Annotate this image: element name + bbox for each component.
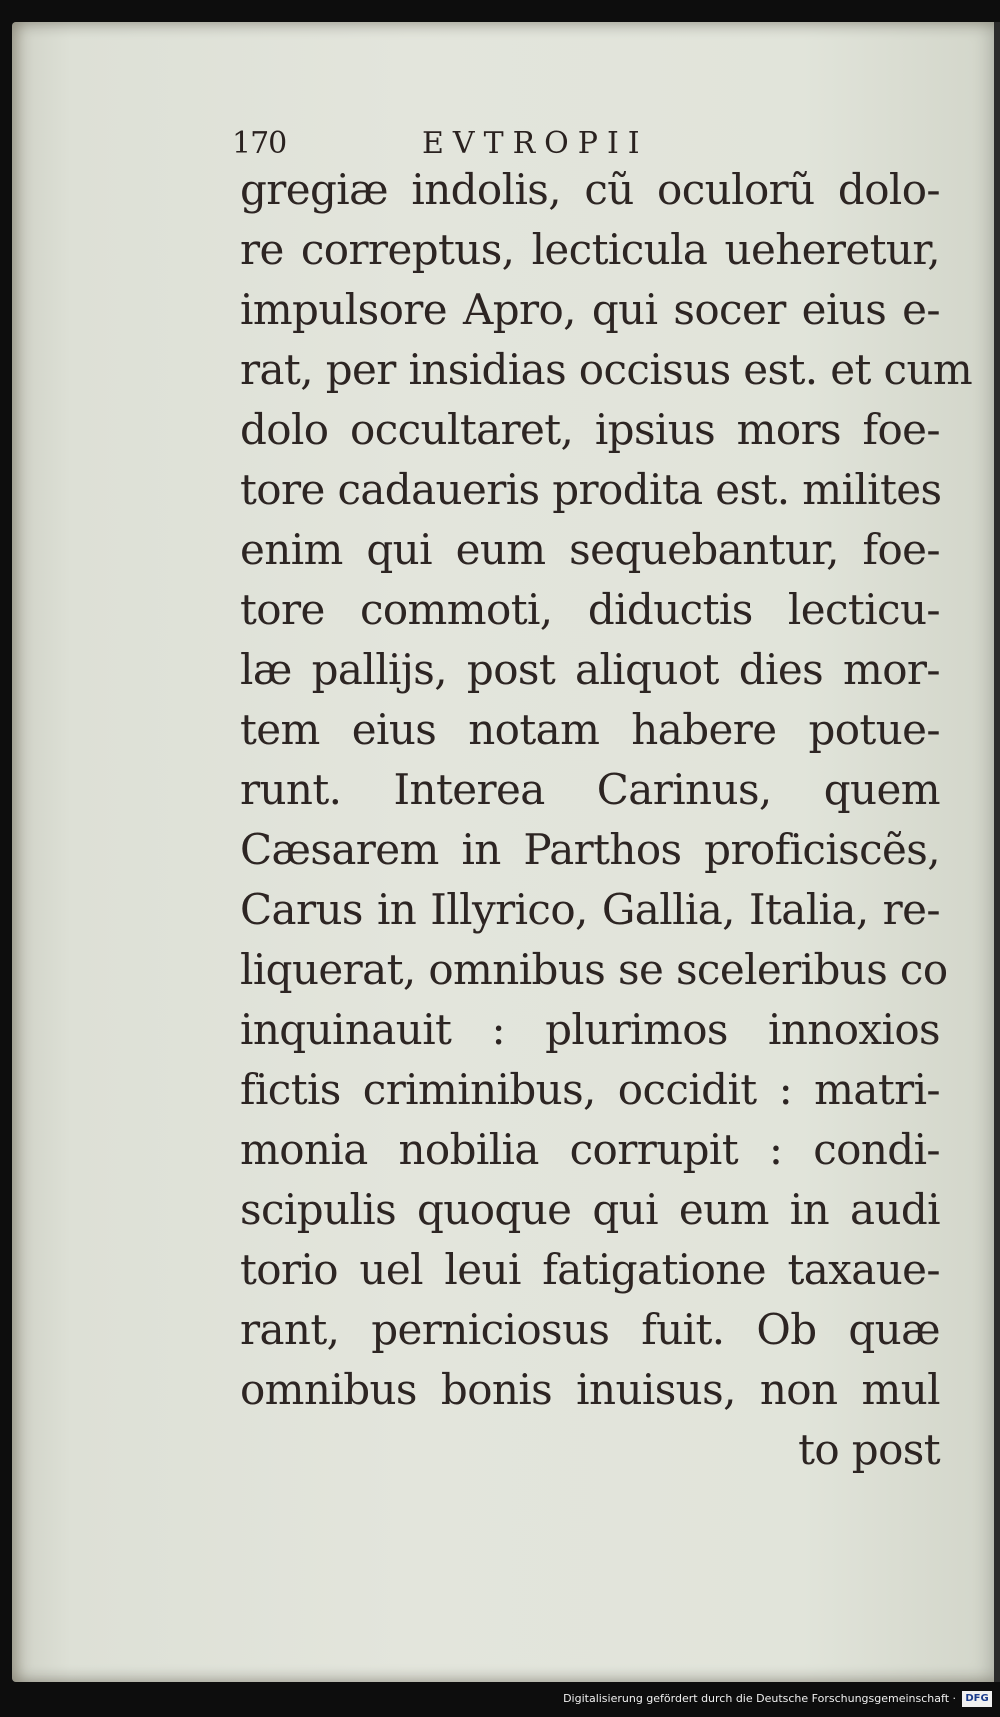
text-line: runt. Interea Carinus, quem [240, 765, 940, 814]
body-text [240, 160, 973, 1480]
text-line: læ pallijs, post aliquot dies mor- [240, 645, 940, 694]
digitization-footer [0, 1683, 1000, 1717]
text-line: Cæsarem in Parthos proficiscẽs, [240, 825, 940, 874]
text-line: tore commoti, diductis lecticu- [240, 585, 940, 634]
text-line: liquerat, omnibus se sceleribus co [240, 945, 948, 994]
running-title: EVTROPII [422, 126, 649, 161]
text-line: tem eius notam habere potue- [240, 705, 940, 754]
text-line: re correptus, lecticula ueheretur, [240, 225, 940, 274]
text-line: fictis criminibus, occidit : matri- [240, 1065, 940, 1114]
text-line: enim qui eum sequebantur, foe- [240, 525, 940, 574]
page-number: 170 [232, 126, 287, 161]
text-line: torio uel leui fatigatione taxaue- [240, 1245, 940, 1294]
dfg-logo: DFG [962, 1691, 992, 1707]
text-line: monia nobilia corrupit : condi- [240, 1125, 940, 1174]
text-line: omnibus bonis inuisus, non mul [240, 1365, 940, 1414]
text-line: scipulis quoque qui eum in audi [240, 1185, 940, 1234]
text-line: dolo occultaret, ipsius mors foe- [240, 405, 940, 454]
catchword-line: to post [798, 1425, 940, 1474]
text-line: impulsore Apro, qui socer eius e- [240, 285, 940, 334]
text-line: rant, perniciosus fuit. Ob quæ [240, 1305, 940, 1354]
text-line: tore cadaueris prodita est. milites [240, 465, 942, 514]
text-line: gregiæ indolis, cũ oculorũ dolo- [240, 165, 940, 214]
text-line: rat, per insidias occisus est. et cum [240, 345, 973, 394]
text-line: inquinauit : plurimos innoxios [240, 1005, 940, 1054]
text-line: Carus in Illyrico, Gallia, Italia, re- [240, 885, 940, 934]
page-edge [994, 22, 1000, 1682]
footer-credit: Digitalisierung gefördert durch die Deutsche Forschungsgemeinschaft · [563, 1692, 956, 1705]
